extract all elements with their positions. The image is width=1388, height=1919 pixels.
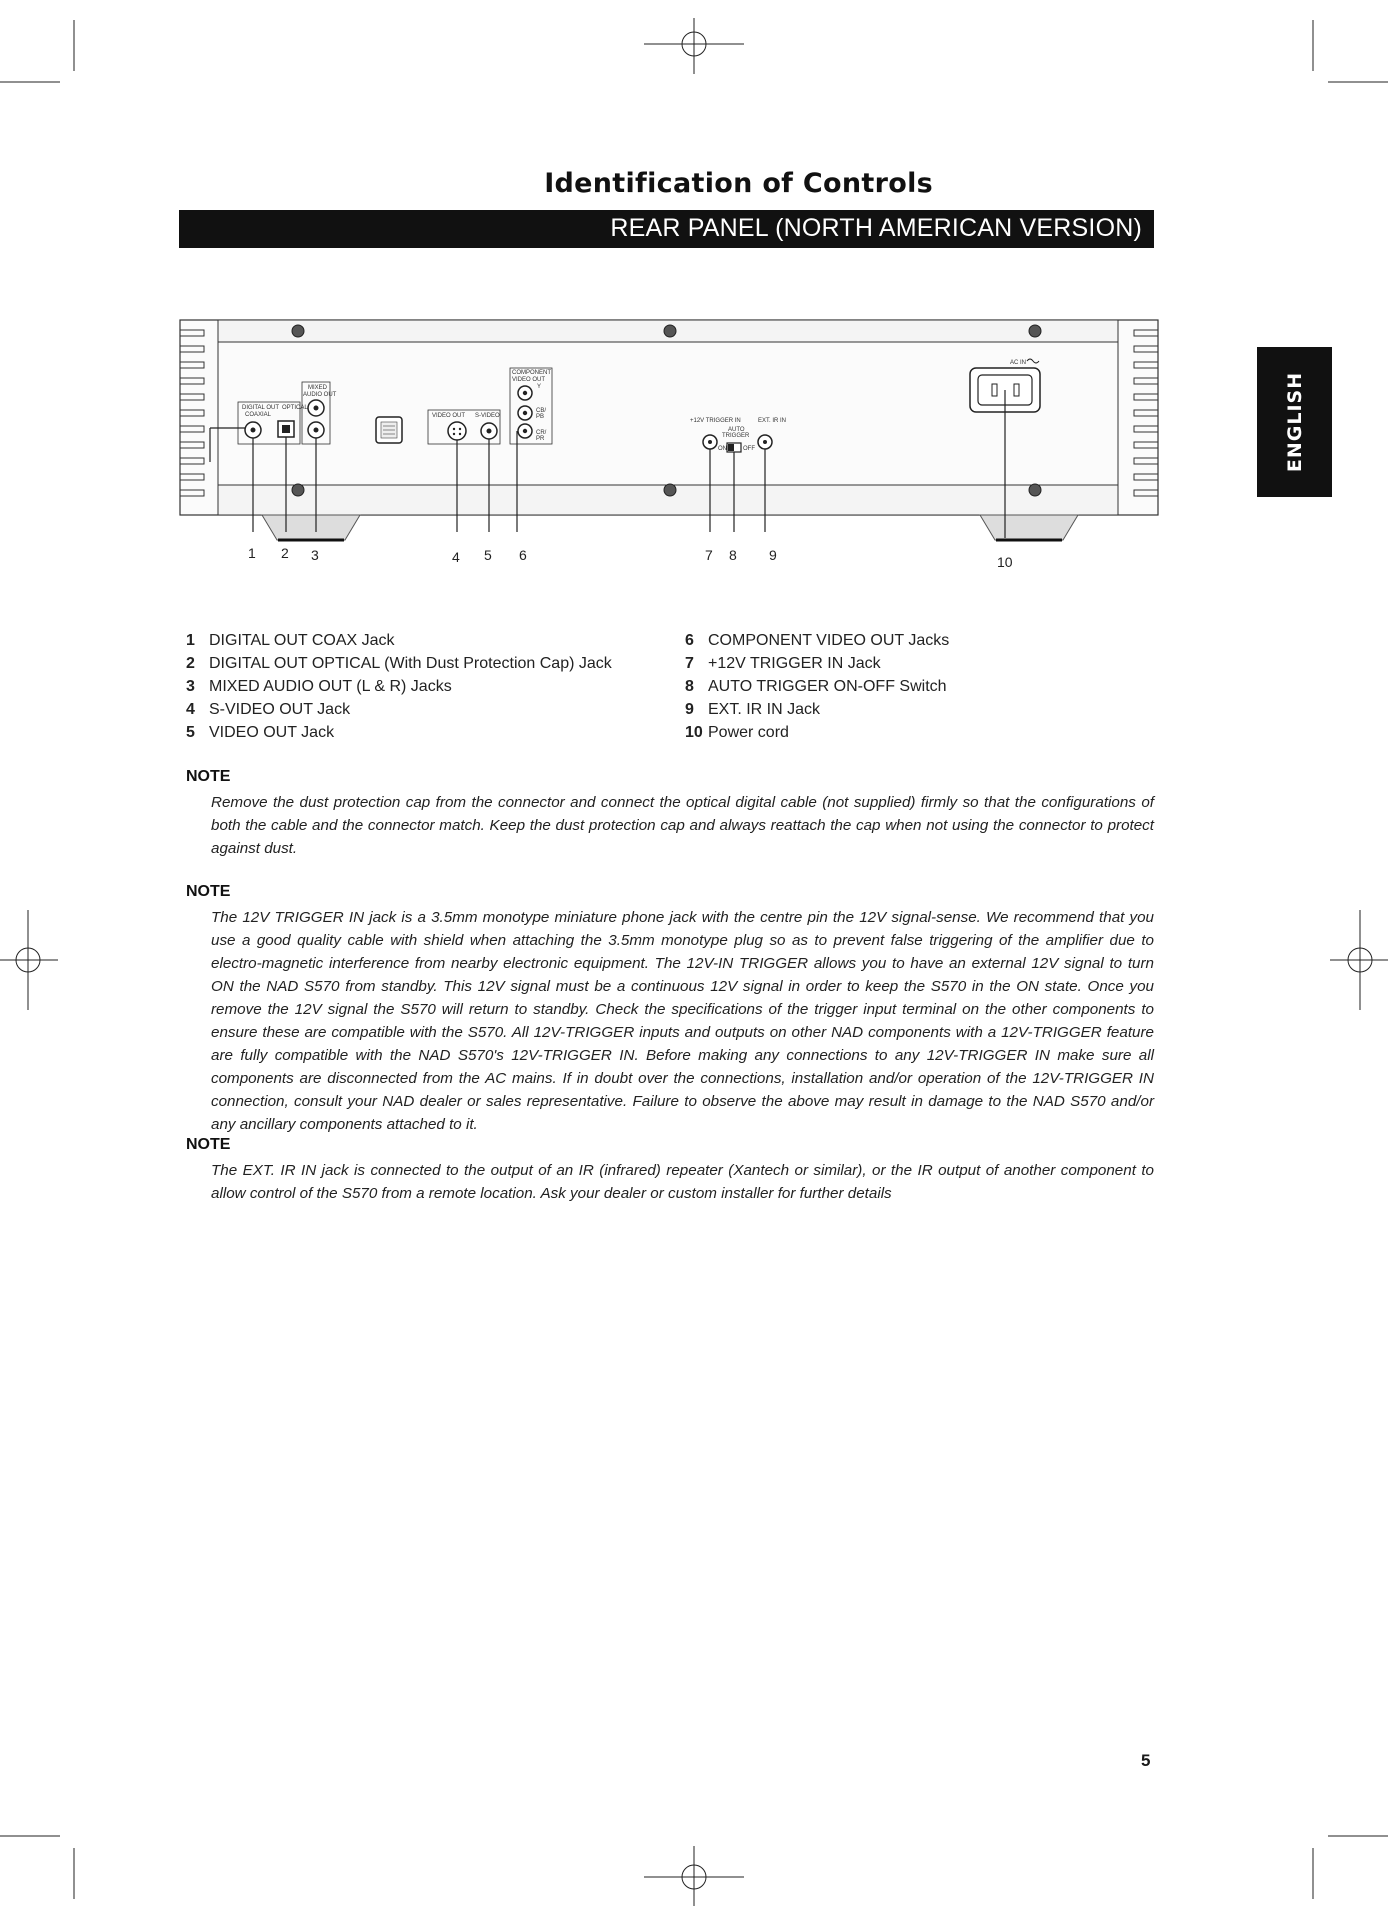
legend-item: 1 DIGITAL OUT COAX Jack: [186, 632, 395, 649]
section-title: REAR PANEL (NORTH AMERICAN VERSION): [610, 214, 1142, 242]
page-title: Identification of Controls: [544, 168, 933, 199]
legend-item: 5 VIDEO OUT Jack: [186, 724, 335, 741]
s-video-label: S-VIDEO: [475, 413, 500, 419]
legend-item: 4 S-VIDEO OUT Jack: [186, 701, 351, 718]
registration-mark-top: [644, 18, 744, 74]
legend-item: 7 +12V TRIGGER IN Jack: [685, 655, 881, 672]
callout-9: 9: [769, 547, 777, 563]
registration-mark-right: [1330, 910, 1388, 1010]
legend-right: [685, 629, 949, 744]
callout-6: 6: [519, 547, 527, 563]
callout-10: 10: [997, 554, 1013, 570]
callout-4: 4: [452, 549, 460, 565]
ac-in-label: AC IN: [1010, 360, 1027, 366]
component-video-out-label: VIDEO OUT: [512, 377, 546, 383]
note-heading: NOTE: [186, 1136, 231, 1153]
callout-5: 5: [484, 547, 492, 563]
language-tab: [1257, 347, 1332, 497]
legend-left: [186, 629, 612, 744]
section-header-bar: [179, 210, 1154, 248]
trigger-label: TRIGGER: [722, 433, 750, 439]
callout-numbers: [248, 545, 1013, 570]
pr-label: PR: [536, 436, 545, 442]
auto-label: AUTO: [728, 427, 745, 433]
trigger-in-label: +12V TRIGGER IN: [690, 418, 741, 424]
registration-mark-left: [0, 910, 58, 1010]
note-body: Remove the dust protection cap from the connector and connect the optical digital cable (not supplied) firmly so that the configurations of both the cable and the connector match. Keep the dust protection cap and always reattach the cap when not using the connector to protect against dust.: [211, 794, 1154, 857]
legend-item: 9 EXT. IR IN Jack: [685, 701, 821, 718]
callout-7: 7: [705, 547, 713, 563]
callout-2: 2: [281, 545, 289, 561]
ext-ir-in-label: EXT. IR IN: [758, 418, 787, 424]
legend-item: 10 Power cord: [685, 724, 789, 741]
coaxial-label: COAXIAL: [245, 412, 272, 418]
video-out-label: VIDEO OUT: [432, 413, 466, 419]
page-number: 5: [1141, 1751, 1151, 1770]
pb-label: PB: [536, 414, 545, 420]
label-plate: [376, 417, 402, 443]
rear-panel-diagram: [170, 310, 1170, 595]
legend-item: 2 DIGITAL OUT OPTICAL (With Dust Protection Cap) Jack: [186, 655, 612, 672]
optical-label: OPTICAL: [282, 405, 308, 411]
component-label: COMPONENT: [512, 370, 551, 376]
cb-label: CB/: [536, 408, 547, 414]
legend-item: 6 COMPONENT VIDEO OUT Jacks: [685, 632, 950, 649]
y-label: Y: [537, 384, 542, 390]
callout-1: 1: [248, 545, 256, 561]
cr-label: CR/: [536, 430, 547, 436]
on-label: ON: [718, 446, 727, 452]
callout-3: 3: [311, 547, 319, 563]
mixed-label: MIXED: [308, 385, 328, 391]
callout-8: 8: [729, 547, 737, 563]
s-video-jack: [448, 422, 466, 440]
legend-item: 8 AUTO TRIGGER ON-OFF Switch: [685, 678, 947, 695]
note-heading: NOTE: [186, 768, 231, 785]
legend-item: 3 MIXED AUDIO OUT (L & R) Jacks: [186, 678, 452, 695]
panel-feet: [262, 515, 1078, 540]
off-label: OFF: [743, 446, 755, 452]
note-body: The 12V TRIGGER IN jack is a 3.5mm monotype miniature phone jack with the centre pin the 12V signal-sense. We recommend that you use a good quality cable with shield when attaching the 3.5mm monotype plug so as to prevent false triggering of the amplifier due to electro-magnetic interference from nearby electronic equipment. The 12V-IN TRIGGER allows you to have an external 12V signal to turn ON the NAD S570 from standby. This 12V signal must be a continuous 12V signal in order to keep the S570 in the ON state. Once you remove the 12V signal the S570 will return to standby. Check the specifications of the trigger input terminal on the other components to ensure these are compatible with the S570. All 12V-TRIGGER inputs and outputs on other NAD components with a 12V-TRIGGER feature are fully compatible with the NAD S570's 12V-TRIGGER IN. Before making any connections to any 12V-TRIGGER IN make sure all components are disconnected from the AC mains. If in doubt over the connections, installation and/or operation of the 12V-TRIGGER IN connection, consult your NAD dealer or sales representative. Failure to observe the above may result in damage to the NAD S570 and/or any ancillary components attached to it.: [211, 909, 1154, 1133]
note-body: The EXT. IR IN jack is connected to the output of an IR (infrared) repeater (Xantech or similar), or the IR output of another component to allow control of the S570 from a remote location. Ask your dealer or custom installer for further details: [211, 1162, 1154, 1202]
registration-mark-bottom: [644, 1846, 744, 1906]
audio-out-label: AUDIO OUT: [303, 392, 337, 398]
note-heading: NOTE: [186, 883, 231, 900]
language-tab-label: ENGLISH: [1283, 371, 1306, 473]
digital-out-label: DIGITAL OUT: [242, 405, 280, 411]
